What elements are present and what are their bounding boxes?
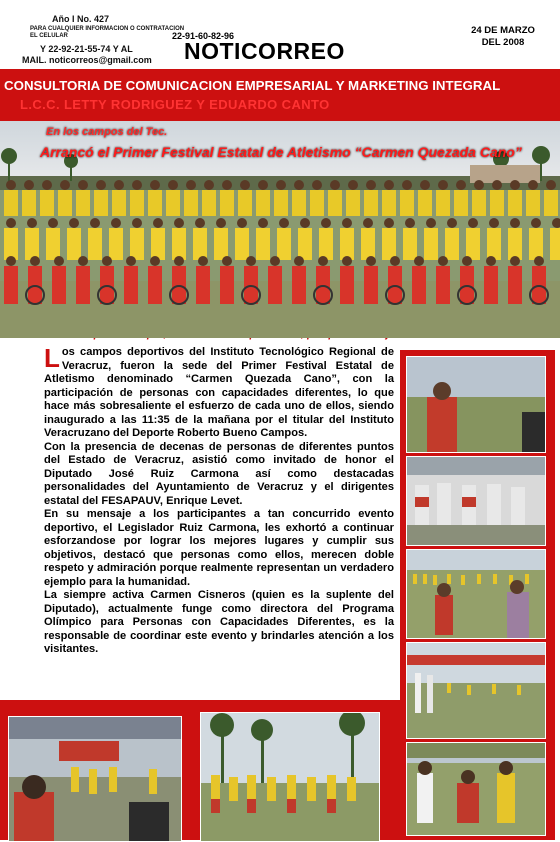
issue-date xyxy=(462,25,544,49)
paragraph-1 xyxy=(44,343,394,441)
issue-number: Año I No. 427 xyxy=(52,14,110,24)
bottom-photo-strip xyxy=(0,700,400,840)
contact-phone-1: 22-91-60-82-96 xyxy=(172,31,235,41)
date-line-1: 24 DE MARZO xyxy=(471,25,535,36)
photo-participants xyxy=(406,742,546,836)
paragraph-4: La siempre activa Carmen Cisneros (quien es la suplente del Diputado), actualmente funge como directora del Programa Olímpico para Personas con Capacidades Diferentes, es la responsable de coordinar este evento y brindarles atención a los visitantes. xyxy=(44,589,394,655)
contact-phone-2: Y 22-92-21-55-74 Y AL xyxy=(40,44,133,54)
contact-intro: PARA CUALQUIER INFORMACION O CONTRATACION EL CELULAR xyxy=(30,26,185,39)
photo-stadium-stands xyxy=(406,642,546,739)
photo-officials xyxy=(406,456,546,546)
date-line-2: DEL 2008 xyxy=(481,37,525,48)
contact-mail: MAIL. noticorreos@gmail.com xyxy=(22,55,152,65)
photo-ceremony xyxy=(8,716,182,842)
authors-line: L.C.C. LETTY RODRIGUEZ Y EDUARDO CANTO xyxy=(20,97,330,112)
consultancy-title: CONSULTORIA DE COMUNICACION EMPRESARIAL Y MARKETING INTEGRAL xyxy=(4,78,501,93)
article-kicker: En los campos del Tec. xyxy=(46,126,168,138)
article-headline: Arrancó el Primer Festival Estatal de Atletismo “Carmen Quezada Cano” xyxy=(40,144,522,160)
drop-cap: L xyxy=(44,343,60,373)
photo-field-crowd xyxy=(406,549,546,639)
photo-athletes xyxy=(200,712,380,842)
contact-info xyxy=(30,26,190,40)
paragraph-2: Con la presencia de decenas de personas de diferentes puntos del Estado de Veracruz, asistió como invitado de honor el Diputado José Ruiz Carmona así como destacadas personalidades del Ayuntamiento de Veracruz y el dirigentes estatal del FESAPAUV, Enrique Levet. xyxy=(44,440,394,507)
photo-speaker xyxy=(406,356,546,453)
paragraph-3: En su mensaje a los participantes a tan concurrido evento deportivo, el Legislador Ruiz Carmona, les exhortó a continuar esforzandose por lograr los mejores lugares y cumplir sus objetivos, destacó que personas como ellos, merecen doble respeto y admiración porque realmente representan un verdadero ejemplo para la humanidad. xyxy=(44,508,394,588)
masthead-title: NOTICORREO xyxy=(184,38,345,64)
photo-column xyxy=(400,350,555,840)
paragraph-1-text: os campos deportivos del Instituto Tecnológico Regional de Veracruz, fueron la sede del Primer Festival Estatal de Atletismo denominado “Carmen Quezada Cano”, con la participación de personas con capacidades diferentes, lo que hace más sobresaliente el esfuerzo de cada uno de ellos, siendo inaugurado a las 11:35 de la mañana por el titular del Instituto Veracruzano del Deporte Roberto Bueno Campos. xyxy=(44,346,394,439)
article-body xyxy=(44,343,394,657)
